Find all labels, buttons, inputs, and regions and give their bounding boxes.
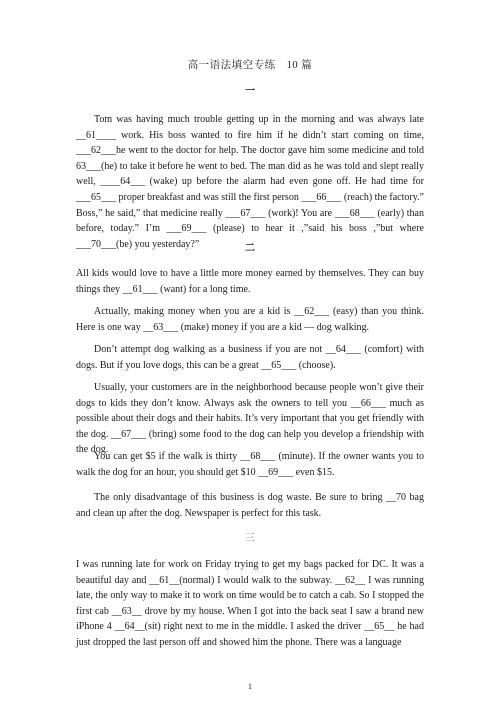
section-heading-two: 二 — [245, 243, 255, 254]
passage-one-paragraph: Tom was having much trouble getting up in the morning and was always late __61____ work. His boss wanted to fire him if he didn’t start coming on time, ___62___he went to the doctor for help. The doctor gave him some medicine and told 63___(he) to take it before he went to bed. The man did as he was told and slept really well, ____64___ (wake) up before the alarm had even gone off. He had time for ___65___ proper breakfast and was still the first person ___66___ (reach) the factory.” Boss,” he said,” that medicine really ___67___ (work)! You are ___68___ (early) than before, today.” I’m ___69___ (please) to hear it ,”said his boss ,”but where ___70___(be) you yesterday?” — [76, 114, 424, 250]
passage-two-paragraph-3: Don’t attempt dog walking as a business if you are not __64___ (comfort) with dogs. But if you love dogs, this can be a great __65___ (choose). — [76, 344, 424, 371]
section-heading-three: 三 — [245, 533, 255, 544]
passage-two-paragraph-5: You can get $5 if the walk is thirty __68___ (minute). If the owner wants you to walk the dog for an hour, you should get $10 __69___ even $15. — [76, 451, 424, 478]
passage-two-paragraph-2: Actually, making money when you are a kid is __62___ (easy) than you think. Here is one way __63___ (make) money if you are a kid — dog walking. — [76, 306, 424, 333]
passage-two-paragraph-4: Usually, your customers are in the neighborhood because people won’t give their dogs to kids they don’t know. Always ask the owners to tell you __66___ much as possible about their dogs and their habits. It’s very important that you get friendly with the dog. __67___ (bring) some food to the dog can help you develop a friendship with the dog. — [76, 382, 424, 456]
section-heading-one: 一 — [245, 86, 255, 97]
passage-two-paragraph-1: All kids would love to have a little more money earned by themselves. They can buy things they __61___ (want) for a long time. — [76, 268, 424, 295]
document-title: 高一语法填空专练 10 篇 — [187, 60, 313, 71]
passage-two-paragraph-6: The only disadvantage of this business is dog waste. Be sure to bring __70 bag and clean up after the dog. Newspaper is perfect for this task. — [76, 492, 424, 519]
passage-three-paragraph: I was running late for work on Friday trying to get my bags packed for DC. It was a beautiful day and __61__(normal) I would walk to the subway. __62__ I was running late, the only way to make it to work on time would be to catch a cab. So I stopped the first cab __63__ drove by my house. When I got into the back seat I saw a brand new iPhone 4 __64__(sit) right next to me in the middle. I asked the driver __65__ he had just dropped the last person off and showed him the phone. There was a language — [76, 559, 424, 648]
page-number: 1 — [248, 682, 252, 691]
